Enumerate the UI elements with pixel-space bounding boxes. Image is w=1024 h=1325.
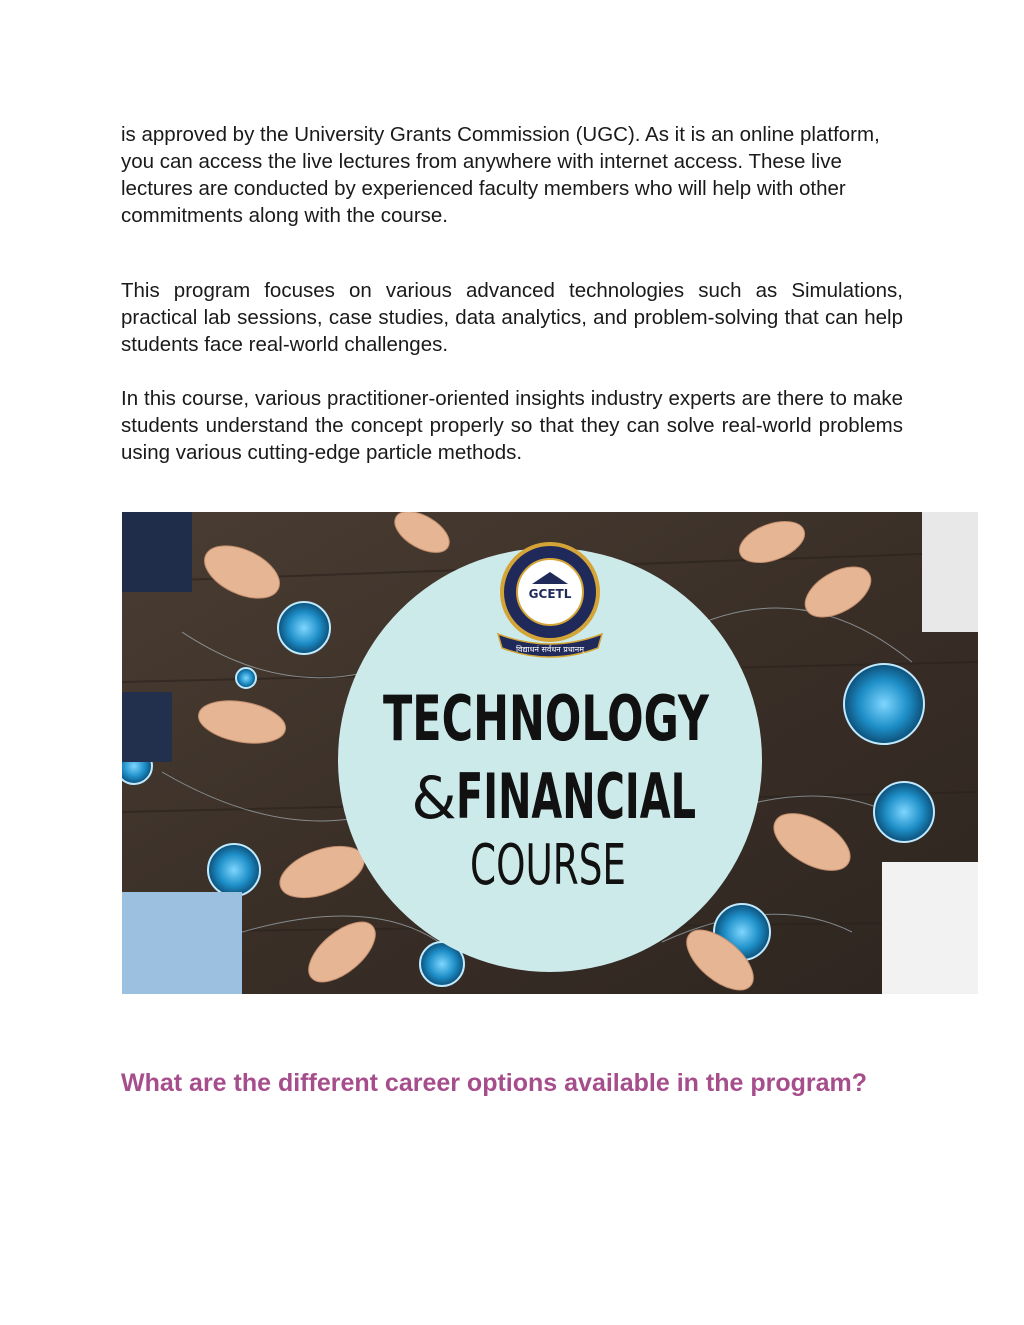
banner-title-course: COURSE bbox=[470, 833, 626, 898]
globe-icon bbox=[844, 664, 924, 744]
banner-title-technology: TECHNOLOGY bbox=[383, 682, 710, 755]
paragraph-advanced-technologies: This program focuses on various advanced technologies such as Simulations, practical lab sessions, case studies, data analytics, and problem-solving that can help students face real-world challenges. bbox=[121, 279, 903, 356]
course-banner-image bbox=[122, 512, 978, 994]
logo-motto: विद्याधनं सर्वधन प्रधानम् bbox=[515, 645, 585, 654]
gcetl-logo bbox=[498, 544, 602, 657]
small-node-icon bbox=[236, 668, 256, 688]
chart-icon bbox=[278, 602, 330, 654]
graph-icon bbox=[874, 782, 934, 842]
paragraph-industry-insights: In this course, various practitioner-oriented insights industry experts are there to make students understand the concept properly so that they can solve real-world problems using various cutting-edge particle methods. bbox=[121, 387, 903, 464]
banner-title-financial: FINANCIAL bbox=[456, 760, 696, 833]
card-icon bbox=[208, 844, 260, 896]
banner-title-ampersand: & bbox=[411, 764, 457, 832]
section-heading-career-options: What are the different career options available in the program? bbox=[121, 1069, 867, 1097]
paragraph-ugc-approval: is approved by the University Grants Commission (UGC). As it is an online platform, you can access the live lectures from anywhere with internet access. These live lectures are conducted by experienced faculty members who will help with other commitments along with the course. bbox=[121, 123, 880, 227]
logo-abbrev: GCETL bbox=[528, 587, 572, 601]
